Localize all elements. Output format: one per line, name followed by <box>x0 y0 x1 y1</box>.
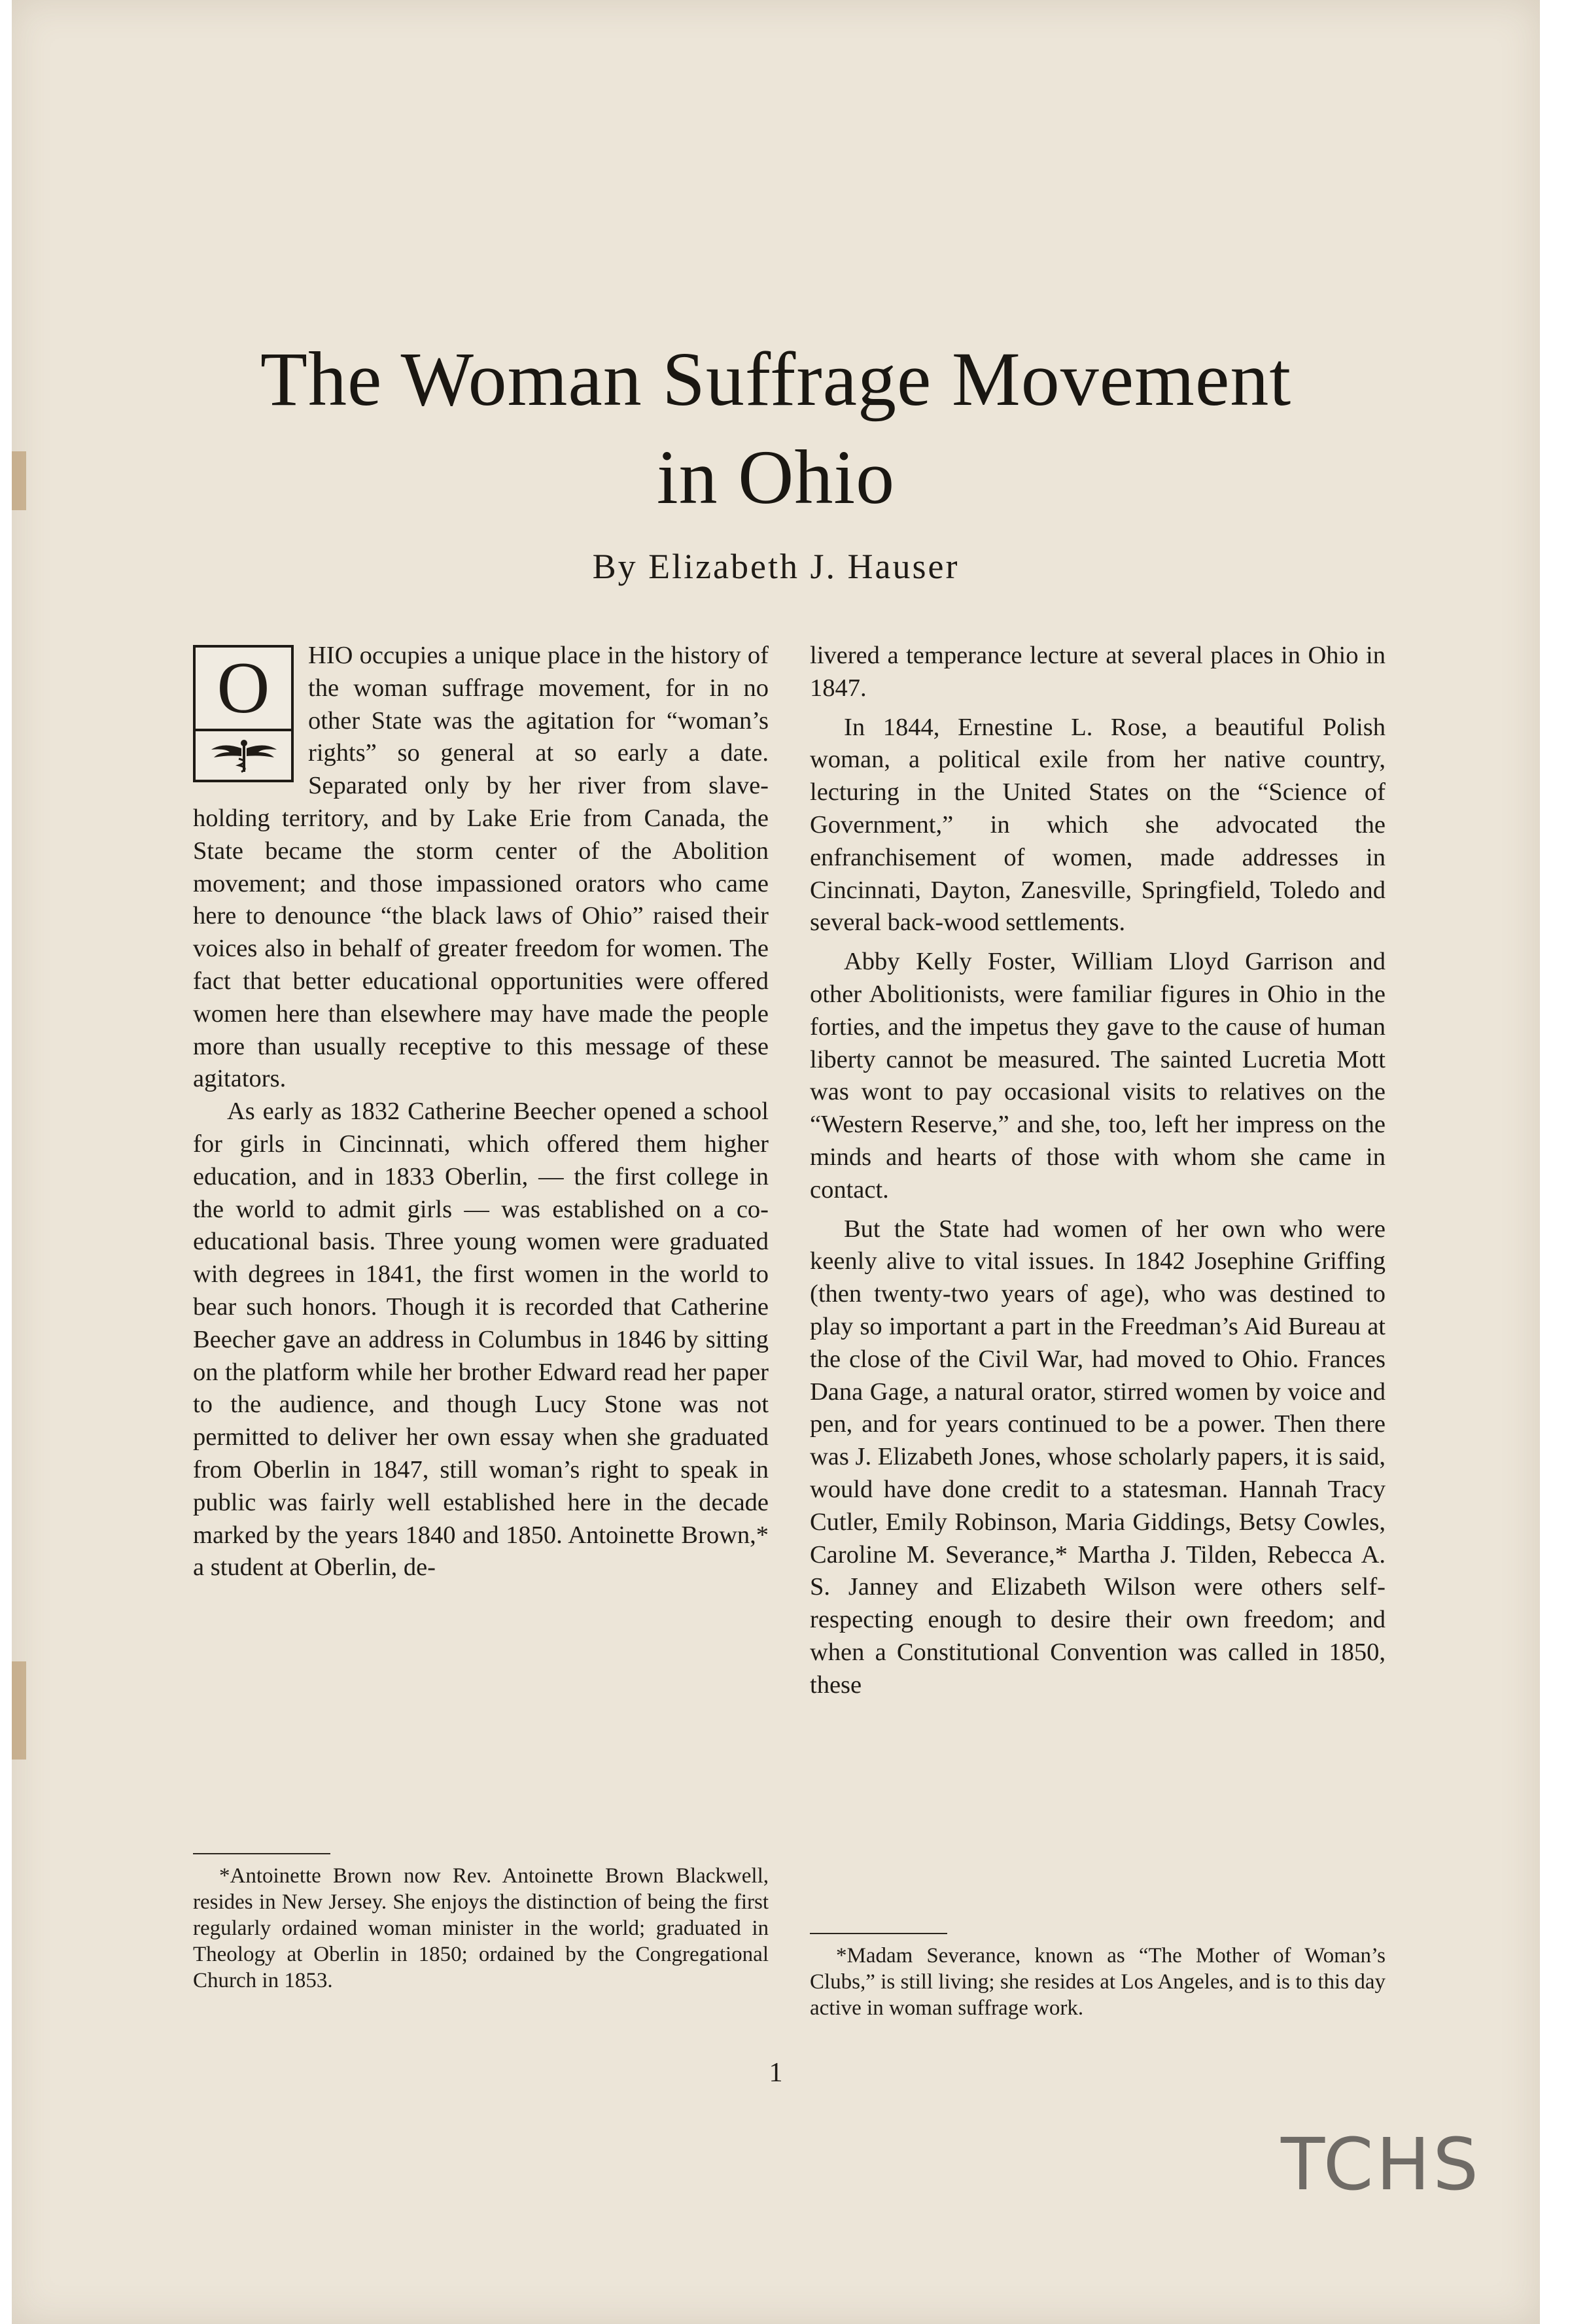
paragraph: HIO occupies a unique place in the history of the woman suffrage movement, for in no other State was the agitation for “woman’s rights” so general at so early a date. Separated only by her river from slave-holding territory, and by Lake Erie from Canada, the State became the storm center of the Abolition movement; and those impassioned orators who came here to denounce “the black laws of Ohio” raised their voices also in behalf of greater freedom for women. The fact that better educational opportunities were offered women here than elsewhere may have made the people more than usually receptive to this message of these agitators. <box>193 642 769 1093</box>
drop-cap <box>193 645 294 782</box>
byline: By Elizabeth J. Hauser <box>592 547 960 586</box>
footnote-divider <box>193 1853 330 1854</box>
footnote-text: *Madam Severance, known as “The Mother of Woman’s Clubs,” is still living; she resides at Los Angeles, and is to this day active in woman suffrage work. <box>810 1944 1386 2020</box>
paragraph: But the State had women of her own who were keenly alive to vital issues. In 1842 Josephine Griffing (then twenty-two years of age), who was destined to play so important a part in the Freedman’s Aid Bureau at the close of the Civil War, had moved to Ohio. Frances Dana Gage, a natural orator, stirred women by voice and pen, and for years continued to be a power. Then there was J. Elizabeth Jones, whose scholarly papers, it is said, would have done credit to a statesman. Hannah Tracy Cutler, Emily Robinson, Maria Giddings, Betsy Cowles, Caroline M. Severance,* Martha J. Tilden, Rebecca A. S. Janney and Elizabeth Wilson were others self-respecting enough to desire their own freedom; and when a Constitutional Convention was called in 1850, these <box>810 1215 1386 1699</box>
footnote-right <box>810 1943 1386 2021</box>
page-number: 1 <box>769 2058 783 2088</box>
footnote-text: *Antoinette Brown now Rev. Antoinette Brown Blackwell, resides in New Jersey. She enjoys the distinction of being the first regularly ordained woman minister in the world; graduated in Theology at Oberlin in 1850; ordained by the Congregational Church in 1853. <box>193 1864 769 1992</box>
archive-stamp: TCHS <box>1281 2123 1482 2206</box>
right-column <box>810 640 1386 1702</box>
drop-cap-letter: O <box>196 648 291 731</box>
left-column <box>193 640 769 1584</box>
footnote-divider <box>810 1933 947 1934</box>
winged-caduceus-icon <box>210 739 278 773</box>
paper-stain <box>12 1661 26 1760</box>
paragraph: As early as 1832 Catherine Beecher opened a school for girls in Cincinnati, which offered them higher education, and in 1833 Oberlin, — the first college in the world to admit girls — was established on a co-educational basis. Three young women were graduated with degrees in 1841, the first women in the world to bear such honors. Though it is recorded that Catherine Beecher gave an address in Columbus in 1846 by sitting on the platform while her brother Edward read her paper to the audience, and though Lucy Stone was not permitted to deliver her own essay when she graduated from Oberlin in 1847, still woman’s right to speak in public was fairly well established here in the decade marked by the years 1840 and 1850. Antoinette Brown,* a student at Oberlin, de- <box>193 1098 769 1582</box>
footnote-left <box>193 1863 769 1994</box>
paragraph: livered a temperance lecture at several places in Ohio in 1847. <box>810 642 1386 702</box>
title-line-1: The Woman Suffrage Movement <box>260 336 1292 422</box>
paragraph: In 1844, Ernestine L. Rose, a beautiful Polish woman, a political exile from her native country, lecturing in the United States on the “Science of Government,” in which she advocated the enfranchisement of women, made addresses in Cincinnati, Dayton, Zanesville, Springfield, Toledo and several back-wood settlements. <box>810 713 1386 937</box>
document-page <box>12 0 1540 2324</box>
title-line-2: in Ohio <box>656 434 896 520</box>
article-title <box>12 330 1540 527</box>
paragraph: Abby Kelly Foster, William Lloyd Garrison and other Abolitionists, were familiar figures in Ohio in the forties, and the impetus they gave to the cause of human liberty cannot be measured. The sainted Lucretia Mott was wont to pay occasional visits to relatives on the “Western Reserve,” and she, too, left her impress on the minds and hearts of those with whom she came in contact. <box>810 948 1386 1204</box>
